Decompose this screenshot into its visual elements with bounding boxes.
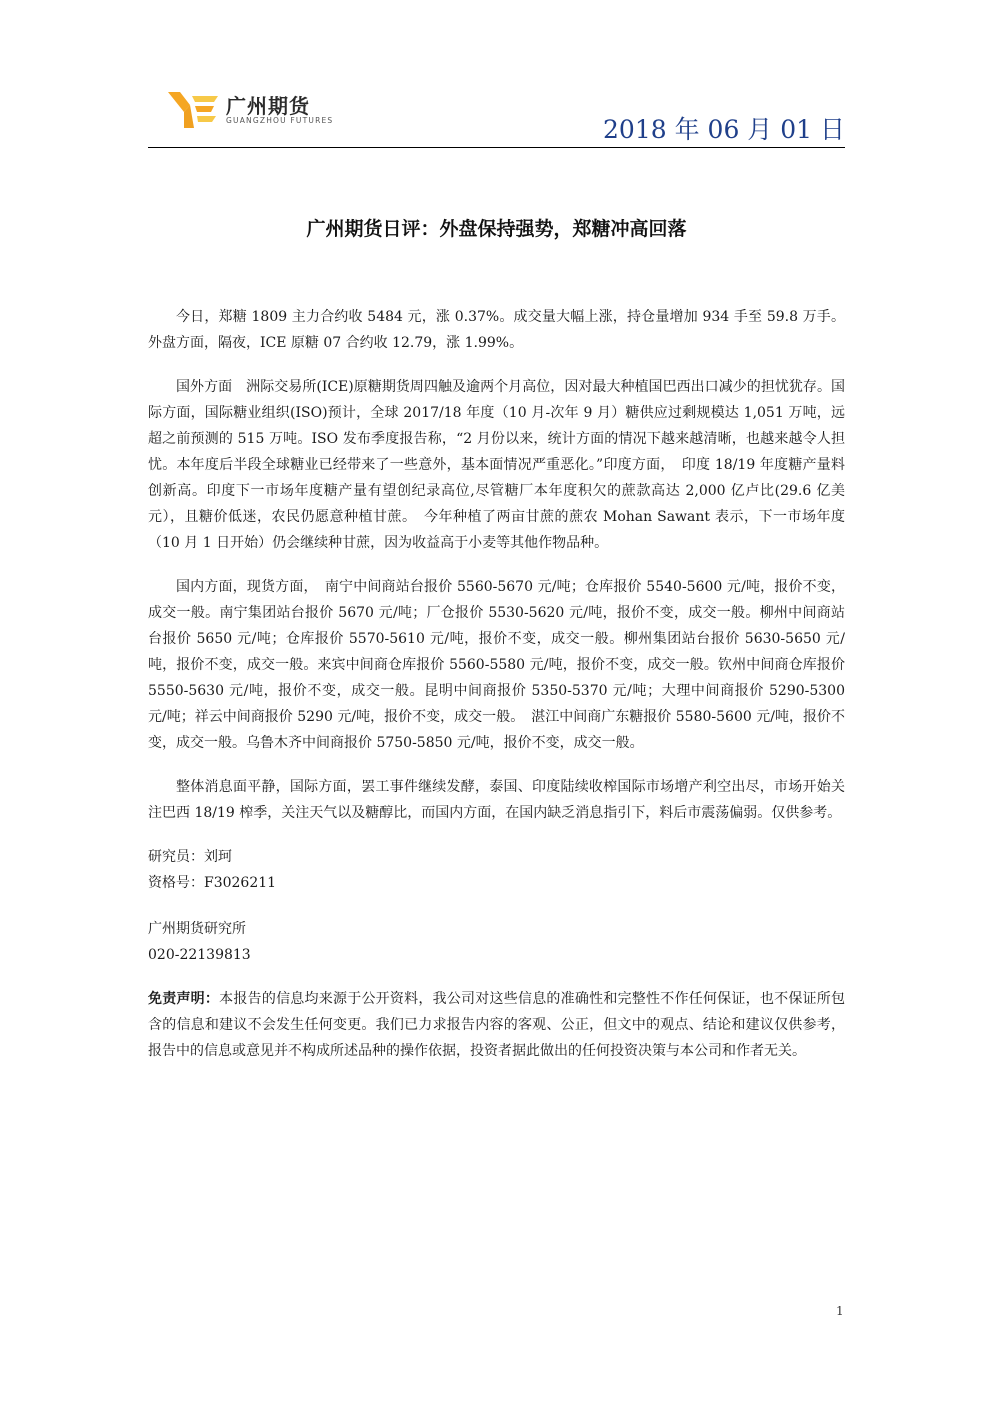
paragraph-domestic-spot: 国内方面，现货方面， 南宁中间商站台报价 5560-5670 元/吨；仓库报价 5540-5600 元/吨，报价不变，成交一般。南宁集团站台报价 5670 元/吨；厂仓报价 5530-5620 元/吨，报价不变，成交一般。柳州中间商站台报价 5650 元/吨；仓库报价 5570-5610 元/吨，报价不变，成交一般。柳州集团站台报价 5630-5650 元/吨，报价不变，成交一般。来宾中间商仓库报价 5560-5580 元/吨，报价不变，成交一般。钦州中间商仓库报价 5550-5630 元/吨，报价不变，成交一般。昆明中间商报价 5350-5370 元/吨；大理中间商报价 5290-5300 元/吨；祥云中间商报价 5290 元/吨，报价不变，成交一般。 湛江中间商广东糖报价 5580-5600 元/吨，报价不变，成交一般。乌鲁木齐中间商报价 5750-5850 元/吨，报价不变，成交一般。: [148, 579, 845, 751]
logo-text-en: GUANGZHOU FUTURES: [226, 116, 334, 125]
disclaimer: [148, 986, 845, 1064]
paragraph-outlook: 整体消息面平静，国际方面，罢工事件继续发酵，泰国、印度陆续收榨国际市场增产利空出尽，市场开始关注巴西 18/19 榨季，关注天气以及糖醇比，而国内方面，在国内缺乏消息指引下，料后市震荡偏弱。仅供参考。: [148, 779, 845, 821]
researcher-name: 研究员：刘珂: [148, 849, 232, 865]
report-body: [148, 304, 845, 1064]
paragraph-international: 国外方面 洲际交易所(ICE)原糖期货周四触及逾两个月高位，因对最大种植国巴西出口减少的担忧犹存。国际方面，国际糖业组织(ISO)预计，全球 2017/18 年度（10 月-次年 9 月）糖供应过剩规模达 1,051 万吨，远超之前预测的 515 万吨。ISO 发布季度报告称，“2 月份以来，统计方面的情况下越来越清晰，也越来越令人担忧。本年度后半段全球糖业已经带来了一些意外，基本面情况严重恶化。”印度方面， 印度 18/19 年度糖产量料创新高。印度下一市场年度糖产量有望创纪录高位,尽管糖厂本年度积欠的蔗款高达 2,000 亿卢比(29.6 亿美元），且糖价低迷，农民仍愿意种植甘蔗。 今年种植了两亩甘蔗的蔗农 Mohan Sawant 表示，下一市场年度（10 月 1 日开始）仍会继续种甘蔗，因为收益高于小麦等其他作物品种。: [148, 379, 845, 551]
logo-text-cn: 广州期货: [226, 94, 310, 118]
report-date: 2018 年 06 月 01 日: [603, 115, 845, 144]
spacer: [148, 896, 845, 916]
company-logo: [168, 88, 368, 132]
page-header: [148, 82, 845, 148]
institute-phone: 020-22139813: [148, 947, 251, 963]
page-number: 1: [836, 1304, 844, 1318]
researcher-license: 资格号：F3026211: [148, 875, 277, 891]
institute-name: 广州期货研究所: [148, 921, 246, 937]
disclaimer-text: 本报告的信息均来源于公开资料，我公司对这些信息的准确性和完整性不作任何保证，也不保证所包含的信息和建议不会发生任何变更。我们已力求报告内容的客观、公正，但文中的观点、结论和建议仅供参考，报告中的信息或意见并不构成所述品种的操作依据，投资者据此做出的任何投资决策与本公司和作者无关。: [148, 991, 846, 1059]
report-title: 广州期货日评：外盘保持强势，郑糖冲高回落: [306, 218, 687, 240]
logo-mark-icon: [168, 92, 220, 128]
header-divider: [148, 147, 845, 148]
paragraph-market-summary: 今日，郑糖 1809 主力合约收 5484 元，涨 0.37%。成交量大幅上涨，持仓量增加 934 手至 59.8 万手。外盘方面，隔夜，ICE 原糖 07 合约收 12.79，涨 1.99%。: [148, 309, 845, 351]
disclaimer-label: 免责声明：: [148, 991, 220, 1007]
